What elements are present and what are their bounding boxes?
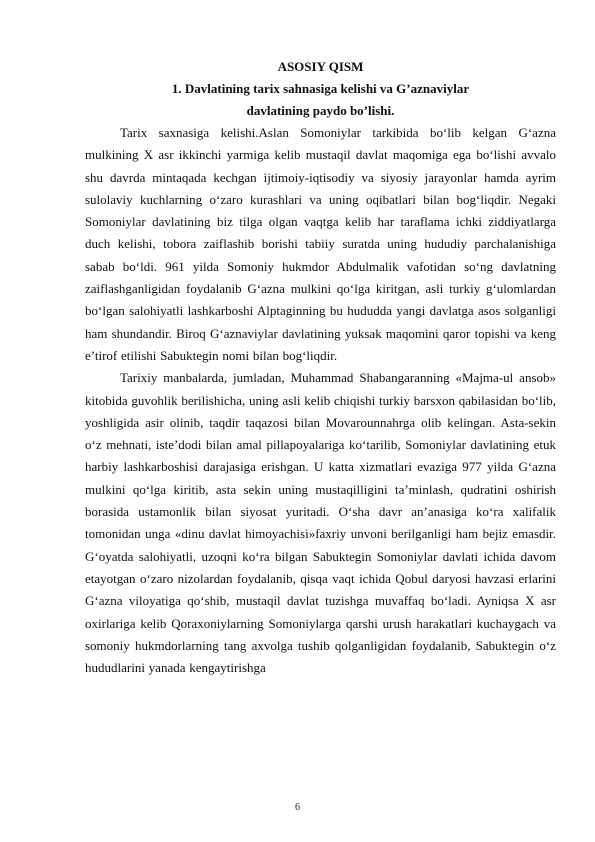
heading-section: 1. Davlatining tarix sahnasiga kelishi va G’aznaviylar	[171, 81, 470, 96]
page-content	[85, 56, 556, 679]
paragraph-2: Tarixiy manbalarda, jumladan, Muhammad Shabangaranning «Majma-ul ansob» kitobida guvohlik berilishicha, uning asli kelib chiqishi turkiy barsxon qabilasidan bo‘lib, yoshligida asir olinib, taqdir taqazosi bilan Movarounnahrga olib kelingan. Asta-sekin o‘z mehnati, iste’dodi bilan amal pillapoyalariga ko‘tarilib, Somoniylar davlatining etuk harbiy lashkarboshisi darajasiga erishgan. U katta xizmatlari evaziga 977 yilda G‘azna mulkini qo‘lga kiritib, asta sekin uning mustaqilligini ta’minlash, qudratini oshirish borasida ustamonlik bilan siyosat yuritadi. O‘sha davr an’anasiga ko‘ra xalifalik tomonidan unga «dinu davlat himoyachisi»faxriy unvoni berilganligi ham bejiz emasdir. G‘oyatda salohiyatli, uzoqni ko‘ra bilgan Sabuktegin Somoniylar davlati ichida davom etayotgan o‘zaro nizolardan foydalanib, qisqa vaqt ichida Qobul daryosi havzasi erlarini G‘azna viloyatiga qo‘shib, mustaqil davlat tuzishga muvaffaq bo‘ladi. Ayniqsa X asr oxirlariga kelib Qoraxoniylarning Somoniylarga qarshi urush harakatlari kuchaygach va somoniy hukmdorlarning tang axvolga tushib qolganligidan foydalanib, Sabuktegin o‘z hududlarini yanada kengaytirishga	[85, 370, 556, 676]
heading-sub: davlatining paydo bo’lishi.	[246, 103, 395, 118]
page-number: 6	[295, 802, 300, 813]
paragraph-1: Tarix saxnasiga kelishi.Aslan Somoniylar tarkibida bo‘lib kelgan G‘azna mulkining X asr ikkinchi yarmiga kelib mustaqil davlat maqomiga ega bo‘lishi avvalo shu davrda mintaqada kechgan ijtimoiy-iqtisodiy va siyosiy jarayonlar hamda ayrim sulolaviy kuchlarning o‘zaro kurashlari va uning oqibatlari bilan bog‘liqdir. Negaki Somoniylar davlatining biz tilga olgan vaqtga kelib har taraflama ichki ziddiyatlarga duch kelishi, tobora zaiflashib borishi tabiiy suratda uning hududiy parchalanishiga sabab bo‘ldi. 961 yilda Somoniy hukmdor Abdulmalik vafotidan so‘ng davlatning zaiflashganligidan foydalanib G‘azna mulkini qo‘lga kiritgan, asli turkiy g‘ulomlardan bo‘lgan salohiyatli lashkarboshi Alptaginning bu hududda yangi davlatga asos solganligi ham shundandir. Biroq G‘aznaviylar davlatining yuksak maqomini qaror topishi va keng e’tirof etilishi Sabuktegin nomi bilan bog‘liqdir.	[85, 125, 556, 363]
heading-main: ASOSIY QISM	[277, 59, 364, 74]
